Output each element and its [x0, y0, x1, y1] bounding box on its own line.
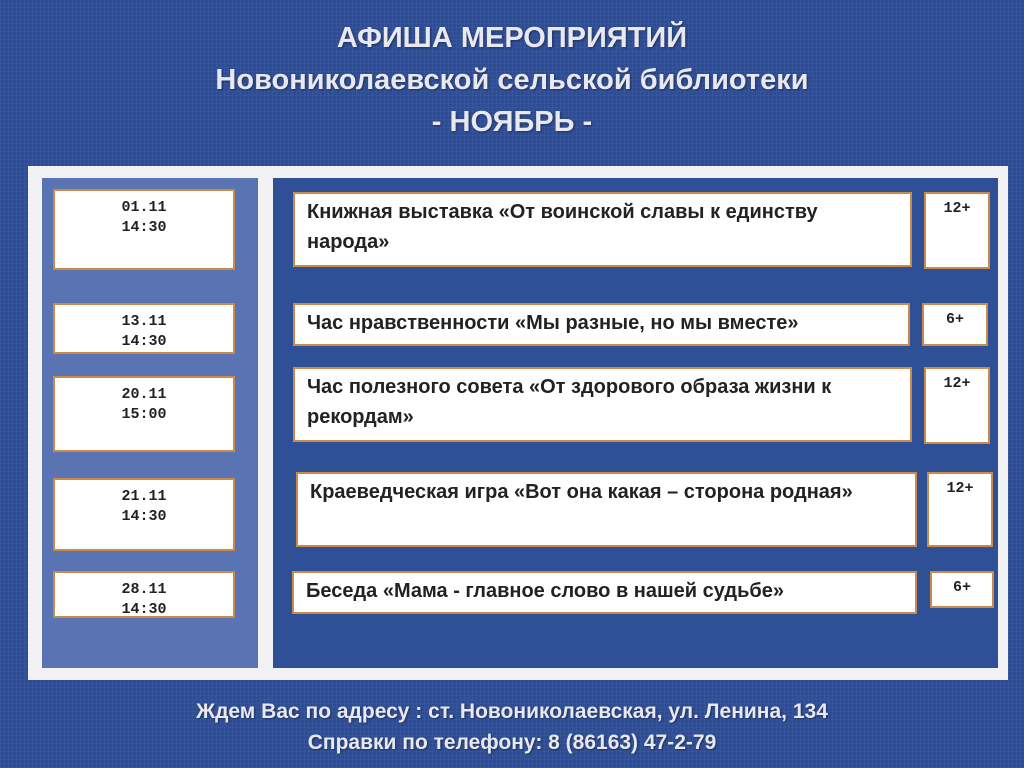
event-box-1 — [293, 192, 912, 267]
address-line: Ждем Вас по адресу : ст. Новониколаевская, ул. Ленина, 134 — [196, 700, 828, 723]
age-rating: 6+ — [945, 311, 964, 328]
event-date: 28.11 — [121, 581, 167, 598]
event-time: 14:30 — [121, 333, 167, 350]
event-time: 14:30 — [121, 508, 167, 525]
date-box-5 — [53, 571, 235, 618]
age-rating: 12+ — [946, 480, 974, 497]
age-box-5 — [930, 571, 994, 608]
event-date: 13.11 — [121, 313, 167, 330]
age-rating: 6+ — [952, 579, 971, 596]
event-title: Беседа «Мама - главное слово в нашей судьбе» — [306, 580, 784, 602]
poster-title: АФИША МЕРОПРИЯТИЙ — [336, 22, 688, 54]
age-box-3 — [924, 367, 990, 444]
date-box-1 — [53, 189, 235, 270]
age-box-4 — [927, 472, 993, 547]
date-box-3 — [53, 376, 235, 452]
event-time: 14:30 — [121, 219, 167, 236]
event-title: Книжная выставка «От воинской славы к единству народа» — [307, 201, 818, 253]
event-time: 15:00 — [121, 406, 167, 423]
age-box-1 — [924, 192, 990, 269]
event-box-2 — [293, 303, 910, 346]
age-box-2 — [922, 303, 988, 346]
event-box-4 — [296, 472, 917, 547]
event-title: Час полезного совета «От здорового образа жизни к рекордам» — [307, 376, 832, 428]
event-date: 21.11 — [121, 488, 167, 505]
age-rating: 12+ — [943, 375, 971, 392]
event-time: 14:30 — [121, 601, 167, 618]
event-box-3 — [293, 367, 912, 442]
date-box-2 — [53, 303, 235, 354]
month-label: - НОЯБРЬ - — [431, 106, 593, 138]
event-title: Час нравственности «Мы разные, но мы вместе» — [307, 312, 799, 334]
age-rating: 12+ — [943, 200, 971, 217]
event-box-5 — [292, 571, 917, 614]
event-date: 01.11 — [121, 199, 167, 216]
date-box-4 — [53, 478, 235, 551]
library-name: Новониколаевской сельской библиотеки — [215, 64, 809, 96]
event-date: 20.11 — [121, 386, 167, 403]
event-title: Краеведческая игра «Вот она какая – сторона родная» — [310, 481, 853, 503]
phone-line: Справки по телефону: 8 (86163) 47-2-79 — [307, 731, 717, 754]
